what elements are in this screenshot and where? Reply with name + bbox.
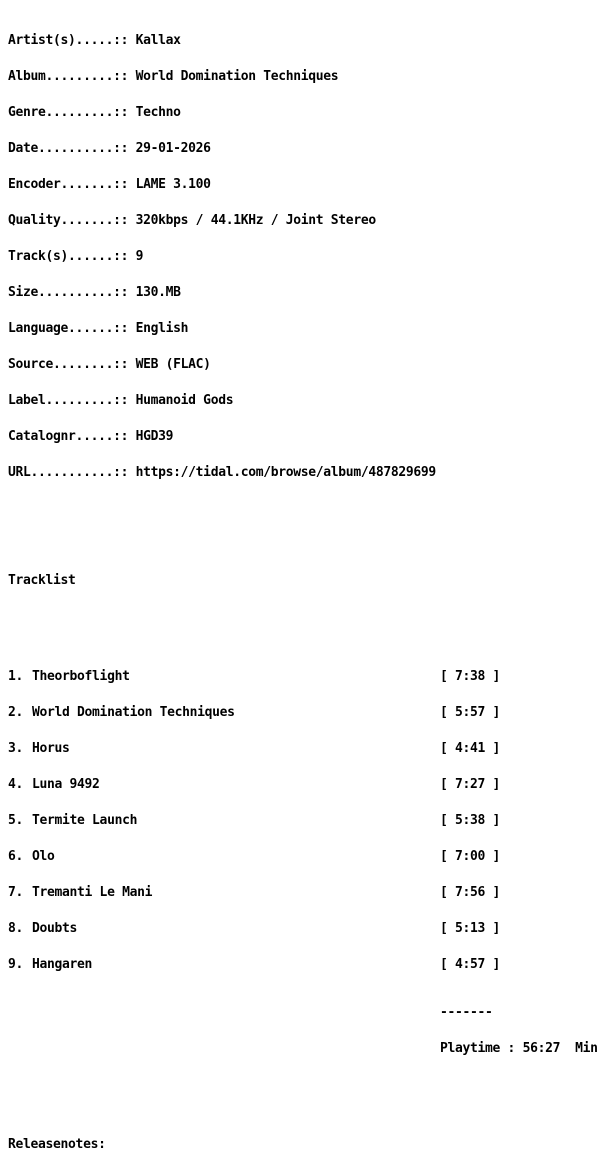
track-number: 2. bbox=[8, 705, 24, 720]
track-row bbox=[8, 851, 598, 863]
track-number: 6. bbox=[8, 849, 24, 864]
track-row bbox=[8, 887, 598, 899]
track-number: 3. bbox=[8, 741, 24, 756]
info-value: English bbox=[135, 321, 189, 336]
track-title: Theorboflight bbox=[32, 669, 130, 684]
track-duration: [ 7:38 ] bbox=[440, 669, 501, 684]
info-label: Size..........:: bbox=[8, 285, 129, 300]
track-duration: [ 7:56 ] bbox=[440, 885, 501, 900]
track-title: World Domination Techniques bbox=[32, 705, 235, 720]
tracklist-heading: Tracklist bbox=[8, 573, 76, 588]
track-row bbox=[8, 815, 598, 827]
info-label: Label.........:: bbox=[8, 393, 129, 408]
track-number: 5. bbox=[8, 813, 24, 828]
track-row bbox=[8, 779, 598, 791]
info-row-artist bbox=[8, 35, 598, 47]
total-separator: ------- bbox=[440, 1005, 493, 1020]
info-row-catalognr bbox=[8, 431, 598, 443]
track-title: Hangaren bbox=[32, 957, 93, 972]
info-row-url bbox=[8, 467, 598, 479]
info-value: HGD39 bbox=[135, 429, 174, 444]
track-duration: [ 4:41 ] bbox=[440, 741, 501, 756]
releasenotes-heading: Releasenotes: bbox=[8, 1137, 106, 1152]
info-label: Language......:: bbox=[8, 321, 129, 336]
info-row-genre bbox=[8, 107, 598, 119]
track-number: 1. bbox=[8, 669, 24, 684]
info-value: 130.MB bbox=[135, 285, 181, 300]
spacer bbox=[8, 623, 598, 635]
track-title: Termite Launch bbox=[32, 813, 138, 828]
info-label: Quality.......:: bbox=[8, 213, 129, 228]
track-row bbox=[8, 671, 598, 683]
nfo-document bbox=[8, 11, 598, 1163]
info-value: 320kbps / 44.1KHz / Joint Stereo bbox=[135, 213, 376, 228]
info-row-size bbox=[8, 287, 598, 299]
info-value: Humanoid Gods bbox=[135, 393, 234, 408]
track-number: 9. bbox=[8, 957, 24, 972]
info-label: Source........:: bbox=[8, 357, 129, 372]
track-title: Olo bbox=[32, 849, 55, 864]
info-label: Genre.........:: bbox=[8, 105, 129, 120]
info-label: Catalognr.....:: bbox=[8, 429, 129, 444]
track-number: 7. bbox=[8, 885, 24, 900]
track-title: Horus bbox=[32, 741, 70, 756]
info-row-album bbox=[8, 71, 598, 83]
info-label: Date..........:: bbox=[8, 141, 129, 156]
track-duration: [ 5:57 ] bbox=[440, 705, 501, 720]
info-value: 9 bbox=[135, 249, 144, 264]
track-duration: [ 5:13 ] bbox=[440, 921, 501, 936]
info-row-encoder bbox=[8, 179, 598, 191]
info-row-label bbox=[8, 395, 598, 407]
track-row bbox=[8, 743, 598, 755]
spacer bbox=[8, 1091, 598, 1103]
track-title: Luna 9492 bbox=[32, 777, 100, 792]
track-row bbox=[8, 959, 598, 971]
info-label: URL...........:: bbox=[8, 465, 129, 480]
info-row-source bbox=[8, 359, 598, 371]
info-row-language bbox=[8, 323, 598, 335]
track-row bbox=[8, 707, 598, 719]
info-value: World Domination Techniques bbox=[135, 69, 339, 84]
track-duration: [ 7:00 ] bbox=[440, 849, 501, 864]
track-duration: [ 5:38 ] bbox=[440, 813, 501, 828]
info-value: LAME 3.100 bbox=[135, 177, 211, 192]
playtime-total: Playtime : 56:27 Min bbox=[440, 1041, 598, 1056]
track-title: Tremanti Le Mani bbox=[32, 885, 153, 900]
info-label: Encoder.......:: bbox=[8, 177, 129, 192]
info-label: Track(s)......:: bbox=[8, 249, 129, 264]
info-label: Artist(s).....:: bbox=[8, 33, 129, 48]
info-value: Kallax bbox=[135, 33, 181, 48]
track-duration: [ 7:27 ] bbox=[440, 777, 501, 792]
info-value: 29-01-2026 bbox=[135, 141, 211, 156]
track-title: Doubts bbox=[32, 921, 78, 936]
info-value: WEB (FLAC) bbox=[135, 357, 211, 372]
info-value: https://tidal.com/browse/album/487829699 bbox=[135, 465, 436, 480]
info-value: Techno bbox=[135, 105, 181, 120]
spacer bbox=[8, 515, 598, 539]
track-number: 4. bbox=[8, 777, 24, 792]
info-row-tracks bbox=[8, 251, 598, 263]
track-row bbox=[8, 923, 598, 935]
info-row-quality bbox=[8, 215, 598, 227]
info-row-date bbox=[8, 143, 598, 155]
info-label: Album.........:: bbox=[8, 69, 129, 84]
track-duration: [ 4:57 ] bbox=[440, 957, 501, 972]
track-number: 8. bbox=[8, 921, 24, 936]
